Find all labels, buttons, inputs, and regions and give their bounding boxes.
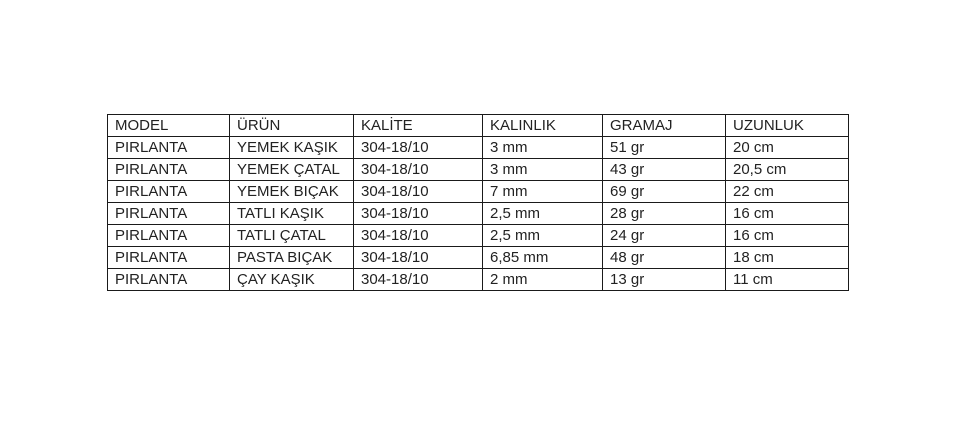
cell-kalinlik: 2,5 mm <box>483 225 603 247</box>
table-row <box>108 181 849 203</box>
table-row <box>108 269 849 291</box>
table-header-row <box>108 115 849 137</box>
cell-kalite: 304-18/10 <box>354 203 483 225</box>
cell-model: PIRLANTA <box>108 137 230 159</box>
table-row <box>108 225 849 247</box>
cell-kalite: 304-18/10 <box>354 159 483 181</box>
column-header-model: MODEL <box>108 115 230 137</box>
cell-model: PIRLANTA <box>108 247 230 269</box>
table-row <box>108 203 849 225</box>
column-header-kalite: KALİTE <box>354 115 483 137</box>
cell-urun: YEMEK BIÇAK <box>230 181 354 203</box>
cell-kalinlik: 7 mm <box>483 181 603 203</box>
cell-model: PIRLANTA <box>108 225 230 247</box>
cell-uzunluk: 16 cm <box>726 225 849 247</box>
cell-gramaj: 24 gr <box>603 225 726 247</box>
cell-kalite: 304-18/10 <box>354 181 483 203</box>
table-row <box>108 247 849 269</box>
cell-uzunluk: 20,5 cm <box>726 159 849 181</box>
cell-uzunluk: 11 cm <box>726 269 849 291</box>
cell-kalite: 304-18/10 <box>354 269 483 291</box>
cell-model: PIRLANTA <box>108 269 230 291</box>
cell-urun: YEMEK KAŞIK <box>230 137 354 159</box>
cell-gramaj: 28 gr <box>603 203 726 225</box>
product-spec-table <box>107 114 849 291</box>
cell-gramaj: 13 gr <box>603 269 726 291</box>
column-header-urun: ÜRÜN <box>230 115 354 137</box>
cell-gramaj: 69 gr <box>603 181 726 203</box>
cell-kalite: 304-18/10 <box>354 137 483 159</box>
cell-urun: ÇAY KAŞIK <box>230 269 354 291</box>
cell-uzunluk: 16 cm <box>726 203 849 225</box>
cell-uzunluk: 22 cm <box>726 181 849 203</box>
cell-model: PIRLANTA <box>108 203 230 225</box>
table-row <box>108 159 849 181</box>
cell-kalinlik: 2 mm <box>483 269 603 291</box>
cell-kalite: 304-18/10 <box>354 225 483 247</box>
table-row <box>108 137 849 159</box>
cell-model: PIRLANTA <box>108 181 230 203</box>
cell-model: PIRLANTA <box>108 159 230 181</box>
cell-kalinlik: 6,85 mm <box>483 247 603 269</box>
column-header-kalinlik: KALINLIK <box>483 115 603 137</box>
cell-kalinlik: 3 mm <box>483 159 603 181</box>
cell-urun: TATLI KAŞIK <box>230 203 354 225</box>
cell-uzunluk: 20 cm <box>726 137 849 159</box>
column-header-gramaj: GRAMAJ <box>603 115 726 137</box>
cell-urun: PASTA BIÇAK <box>230 247 354 269</box>
cell-gramaj: 43 gr <box>603 159 726 181</box>
cell-urun: YEMEK ÇATAL <box>230 159 354 181</box>
cell-gramaj: 51 gr <box>603 137 726 159</box>
cell-kalite: 304-18/10 <box>354 247 483 269</box>
cell-kalinlik: 2,5 mm <box>483 203 603 225</box>
cell-kalinlik: 3 mm <box>483 137 603 159</box>
cell-gramaj: 48 gr <box>603 247 726 269</box>
cell-uzunluk: 18 cm <box>726 247 849 269</box>
cell-urun: TATLI ÇATAL <box>230 225 354 247</box>
column-header-uzunluk: UZUNLUK <box>726 115 849 137</box>
